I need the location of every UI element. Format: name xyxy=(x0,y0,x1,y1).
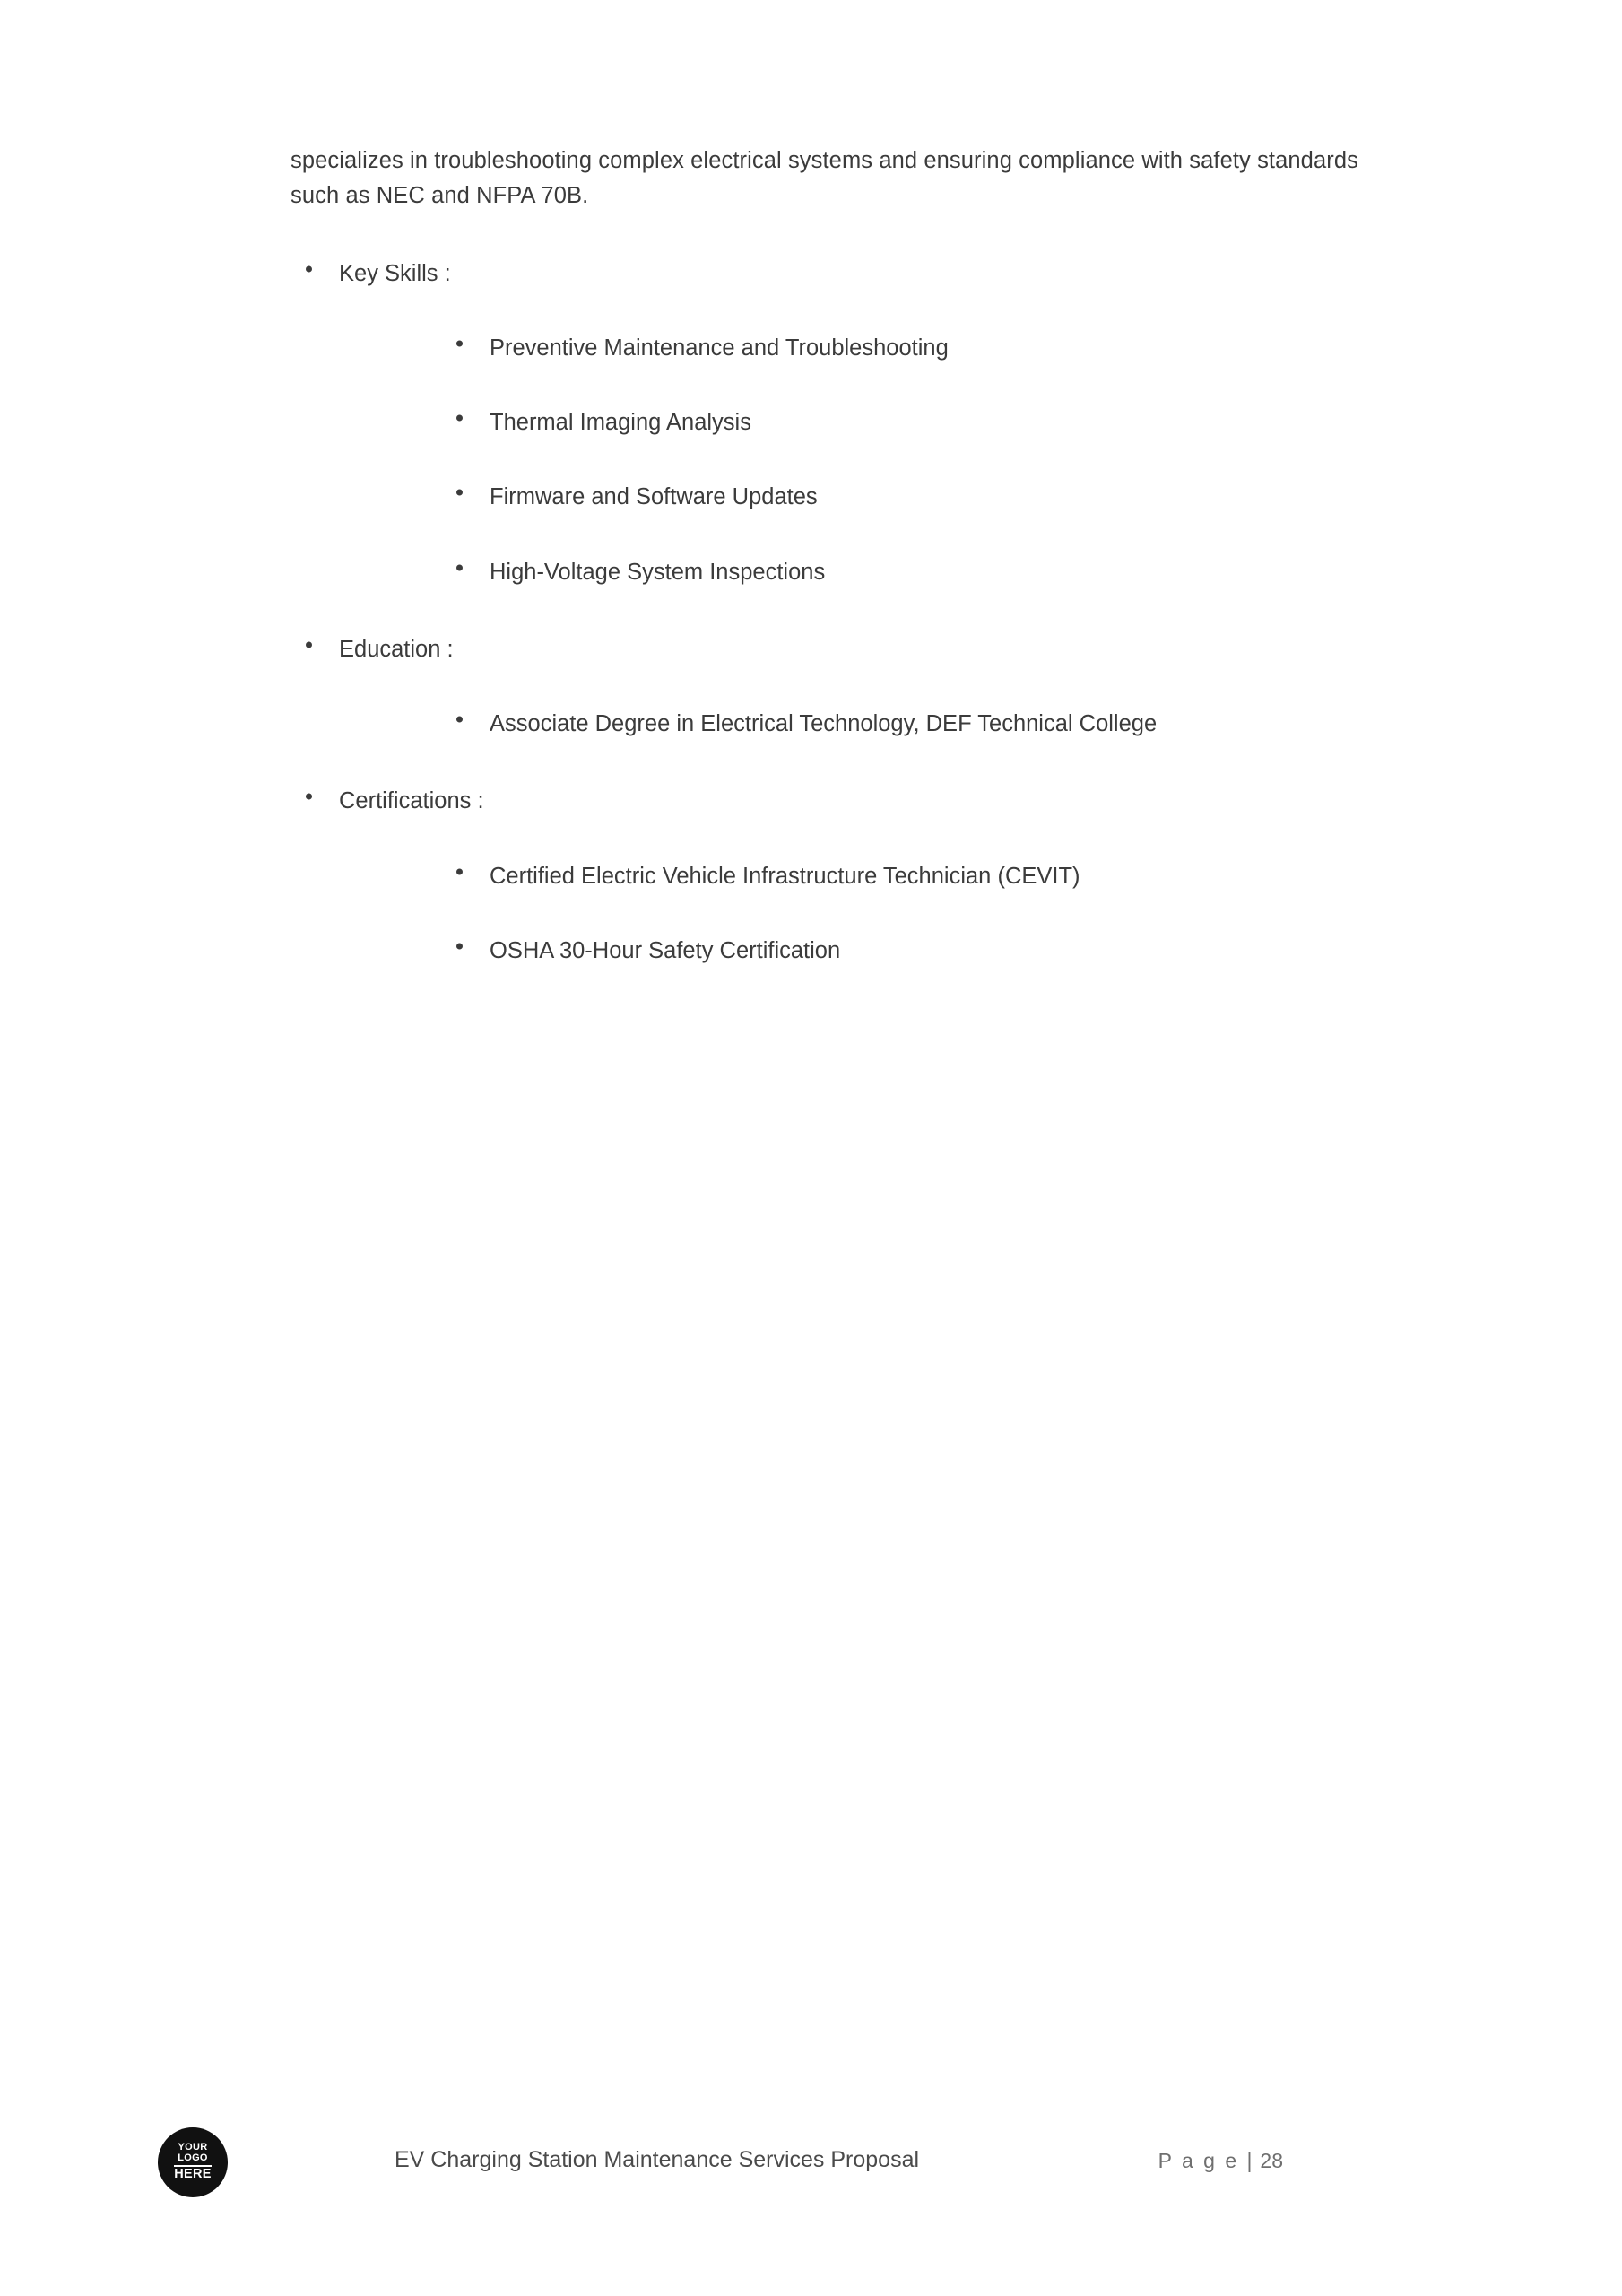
page-number: 28 xyxy=(1260,2149,1283,2172)
bullet-dot-icon xyxy=(456,490,463,496)
page-footer xyxy=(0,2127,1622,2199)
bullet-dot-icon xyxy=(456,943,463,949)
list-item xyxy=(339,480,1366,514)
page-separator: | xyxy=(1246,2149,1253,2172)
sub-item-label: Firmware and Software Updates xyxy=(490,484,818,510)
sub-list xyxy=(339,331,1366,589)
list-item xyxy=(339,405,1366,439)
bullet-dot-icon xyxy=(456,717,463,723)
section-heading: Education : xyxy=(339,636,454,662)
page-label: P a g e xyxy=(1158,2149,1239,2172)
logo-line-3: HERE xyxy=(174,2167,212,2182)
sub-item-label: OSHA 30-Hour Safety Certification xyxy=(490,937,841,963)
list-item xyxy=(339,934,1366,968)
logo-line-1: YOUR xyxy=(178,2142,208,2153)
sub-item-label: Certified Electric Vehicle Infrastructure Technician (CEVIT) xyxy=(490,863,1080,889)
list-item xyxy=(339,331,1366,365)
intro-paragraph: specializes in troubleshooting complex electrical systems and ensuring compliance with safety standards such as NEC and NFPA 70B. xyxy=(291,148,1358,208)
sub-list xyxy=(339,859,1366,969)
bullet-dot-icon xyxy=(456,868,463,874)
bullet-dot-icon xyxy=(456,415,463,422)
section-heading: Certifications : xyxy=(339,788,484,814)
list-item xyxy=(339,707,1366,741)
sub-item-label: Associate Degree in Electrical Technology, DEF Technical College xyxy=(490,711,1158,736)
bullet-dot-icon xyxy=(306,641,312,648)
sub-item-label: Thermal Imaging Analysis xyxy=(490,410,751,435)
page-number-block xyxy=(1158,2149,1283,2173)
logo-line-2: LOGO xyxy=(178,2152,208,2164)
bullet-dot-icon xyxy=(456,564,463,570)
footer-title: EV Charging Station Maintenance Services Proposal xyxy=(395,2147,920,2172)
bullet-dot-icon xyxy=(306,794,312,800)
logo xyxy=(158,2127,228,2197)
outline-list xyxy=(291,257,1366,969)
bullet-dot-icon xyxy=(456,340,463,346)
list-item xyxy=(291,632,1366,742)
bullet-dot-icon xyxy=(306,265,312,272)
list-item xyxy=(339,859,1366,893)
list-item xyxy=(339,555,1366,589)
list-item xyxy=(291,257,1366,589)
section-heading: Key Skills : xyxy=(339,260,451,286)
list-item xyxy=(291,784,1366,968)
sub-item-label: Preventive Maintenance and Troubleshooting xyxy=(490,335,949,361)
sub-item-label: High-Voltage System Inspections xyxy=(490,559,826,585)
sub-list xyxy=(339,707,1366,741)
page-content xyxy=(291,144,1366,968)
